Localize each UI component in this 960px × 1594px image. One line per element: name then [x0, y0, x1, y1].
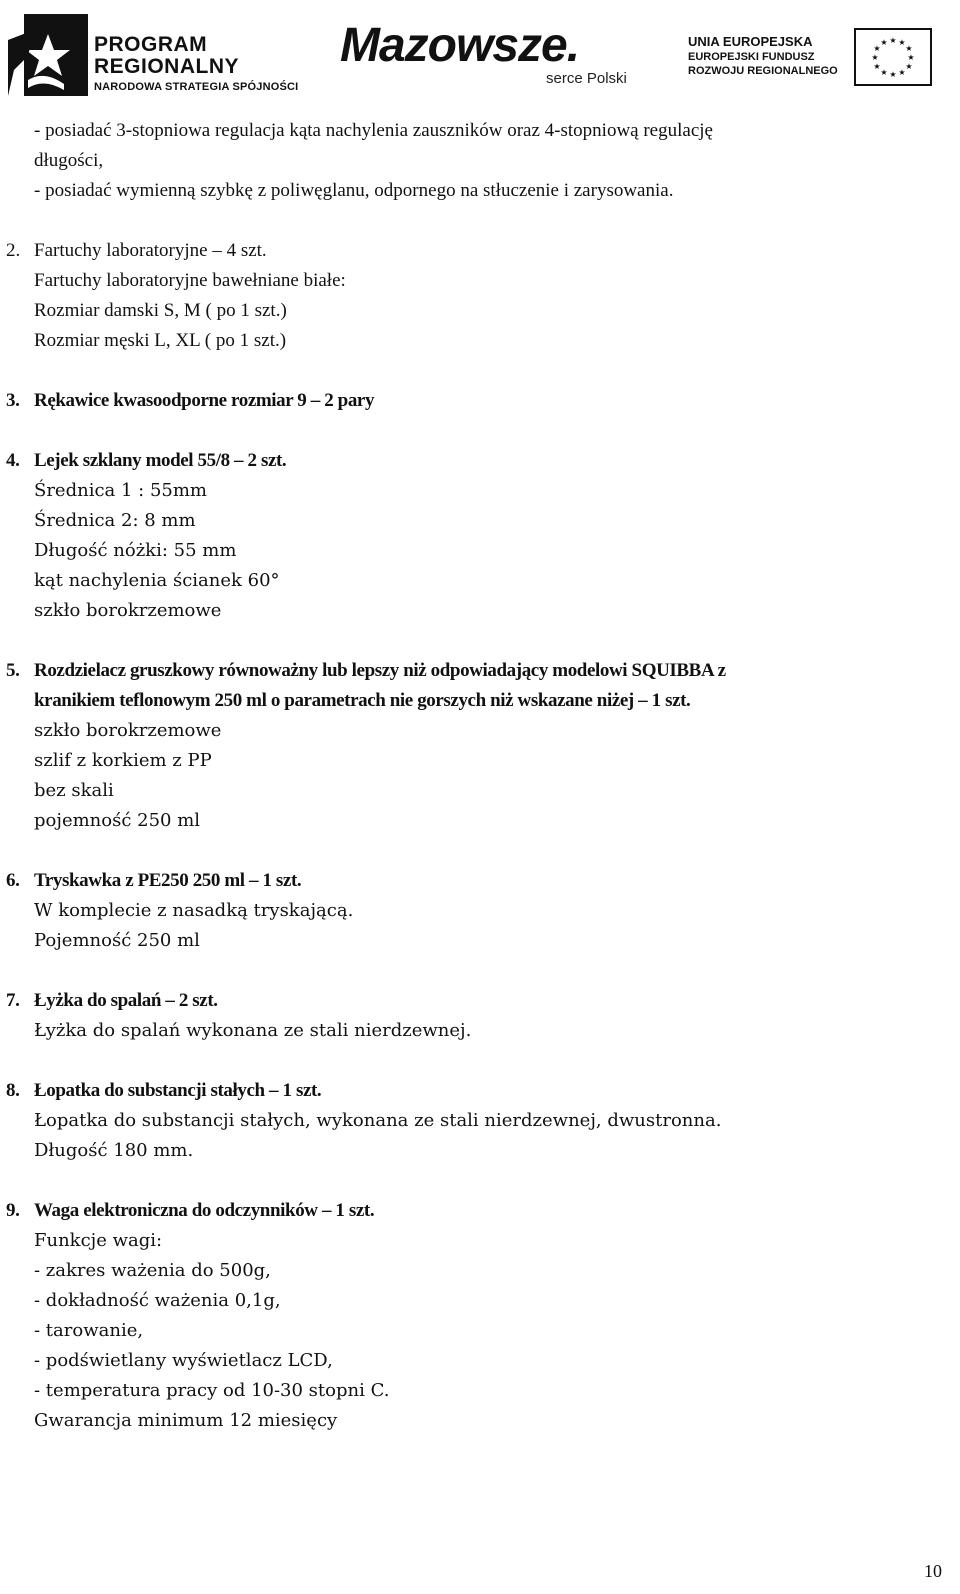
intro-line: - posiadać 3-stopniowa regulacja kąta nachylenia zauszników oraz 4-stopniową regulację: [34, 120, 713, 141]
svg-text:★: ★: [905, 44, 913, 53]
item-heading: [6, 986, 934, 1016]
item-detail-line: - zakres ważenia do 500g,: [34, 1260, 271, 1281]
list-item: [6, 1196, 934, 1436]
item-heading: [6, 446, 934, 476]
item-detail-line: szlif z korkiem z PP: [34, 750, 212, 771]
item-detail-line: Łopatka do substancji stałych, wykonana ze stali nierdzewnej, dwustronna.: [34, 1110, 722, 1131]
page-header: [0, 0, 960, 108]
item-detail-line: - podświetlany wyświetlacz LCD,: [34, 1350, 333, 1371]
item-heading: [6, 1076, 934, 1106]
intro-section: [34, 116, 934, 236]
intro-line: długości,: [34, 150, 104, 171]
item-detail-line: szkło borokrzemowe: [34, 600, 222, 621]
item-detail-line: szkło borokrzemowe: [34, 720, 222, 741]
item-heading: [6, 656, 934, 686]
mazowsze-tagline: serce Polski: [546, 70, 627, 87]
mazowsze-wordmark: Mazowsze.: [340, 19, 580, 72]
item-number: 2.: [6, 240, 21, 261]
page-number: 10: [924, 1561, 942, 1581]
svg-text:★: ★: [898, 38, 906, 47]
program-line1: PROGRAM: [94, 33, 208, 56]
list-item: [6, 866, 934, 956]
eu-logo: [688, 28, 948, 88]
item-detail-line: Gwarancja minimum 12 miesięcy: [34, 1410, 338, 1431]
item-heading: [6, 1196, 934, 1226]
item-detail-line: Fartuchy laboratoryjne bawełniane białe:: [34, 270, 346, 291]
eu-line2: EUROPEJSKI FUNDUSZ: [688, 51, 815, 63]
program-regionalny-emblem-icon: [4, 10, 88, 96]
item-number: 3.: [6, 390, 20, 411]
item-title: Waga elektroniczna do odczynników – 1 szt.: [34, 1200, 375, 1221]
item-title-continued: kranikiem teflonowym 250 ml o parametrach nie gorszych niż wskazane niżej – 1 szt.: [34, 690, 691, 711]
list-item: [6, 1076, 934, 1166]
svg-text:★: ★: [873, 44, 881, 53]
eu-text: [688, 34, 838, 78]
item-number: 4.: [6, 450, 20, 471]
item-heading: [6, 386, 934, 416]
item-number: 5.: [6, 660, 20, 681]
item-detail-line: Średnica 1 : 55mm: [34, 480, 207, 501]
item-detail-line: - tarowanie,: [34, 1320, 144, 1341]
svg-text:★: ★: [907, 53, 915, 62]
item-number: 8.: [6, 1080, 20, 1101]
list-item: [6, 656, 934, 836]
item-number: 7.: [6, 990, 20, 1011]
program-line2: REGIONALNY: [94, 55, 240, 78]
svg-text:★: ★: [889, 36, 897, 45]
item-heading: [6, 866, 934, 896]
list-item: [6, 986, 934, 1046]
item-title: Łopatka do substancji stałych – 1 szt.: [34, 1080, 322, 1101]
intro-line: - posiadać wymienną szybkę z poliwęglanu, odpornego na stłuczenie i zarysowania.: [34, 180, 674, 201]
item-detail-line: Rozmiar męski L, XL ( po 1 szt.): [34, 330, 287, 351]
item-list: [6, 236, 934, 1436]
item-detail-line: - dokładność ważenia 0,1g,: [34, 1290, 281, 1311]
svg-text:★: ★: [898, 68, 906, 77]
item-title: Rozdzielacz gruszkowy równoważny lub lepszy niż odpowiadający modelowi SQUIBBA z: [34, 660, 726, 681]
list-item: [6, 236, 934, 356]
svg-text:★: ★: [889, 70, 897, 79]
item-title: Fartuchy laboratoryjne – 4 szt.: [34, 240, 267, 261]
document-body: [6, 116, 934, 1436]
mazowsze-logo: [340, 18, 660, 98]
item-number: 9.: [6, 1200, 20, 1221]
list-item: [6, 446, 934, 626]
eu-flag-icon: [854, 28, 932, 86]
item-detail-line: Pojemność 250 ml: [34, 930, 200, 951]
svg-text:★: ★: [871, 53, 879, 62]
program-regionalny-logo: [4, 10, 304, 100]
item-detail-line: W komplecie z nasadką tryskającą.: [34, 900, 354, 921]
svg-text:★: ★: [873, 62, 881, 71]
item-detail-line: kąt nachylenia ścianek 60°: [34, 570, 280, 591]
item-detail-line: Rozmiar damski S, M ( po 1 szt.): [34, 300, 287, 321]
item-detail-line: Funkcje wagi:: [34, 1230, 163, 1251]
svg-text:★: ★: [905, 62, 913, 71]
item-title: Łyżka do spalań – 2 szt.: [34, 990, 218, 1011]
item-title: Rękawice kwasoodporne rozmiar 9 – 2 pary: [34, 390, 375, 411]
item-title: Tryskawka z PE250 250 ml – 1 szt.: [34, 870, 302, 891]
item-title: Lejek szklany model 55/8 – 2 szt.: [34, 450, 287, 471]
item-detail-line: pojemność 250 ml: [34, 810, 201, 831]
item-detail-line: - temperatura pracy od 10-30 stopni C.: [34, 1380, 390, 1401]
svg-text:★: ★: [880, 68, 888, 77]
program-regionalny-text: [94, 34, 298, 96]
list-item: [6, 386, 934, 416]
item-number: 6.: [6, 870, 20, 891]
item-detail-line: Łyżka do spalań wykonana ze stali nierdzewnej.: [34, 1020, 472, 1041]
item-detail-line: Średnica 2: 8 mm: [34, 510, 196, 531]
item-heading: [6, 236, 934, 266]
item-detail-line: Długość nóżki: 55 mm: [34, 540, 237, 561]
eu-line3: ROZWOJU REGIONALNEGO: [688, 65, 838, 77]
program-line3: NARODOWA STRATEGIA SPÓJNOŚCI: [94, 81, 299, 93]
svg-text:★: ★: [880, 38, 888, 47]
item-detail-line: Długość 180 mm.: [34, 1140, 194, 1161]
eu-line1: UNIA EUROPEJSKA: [688, 34, 813, 49]
item-detail-line: bez skali: [34, 780, 114, 801]
